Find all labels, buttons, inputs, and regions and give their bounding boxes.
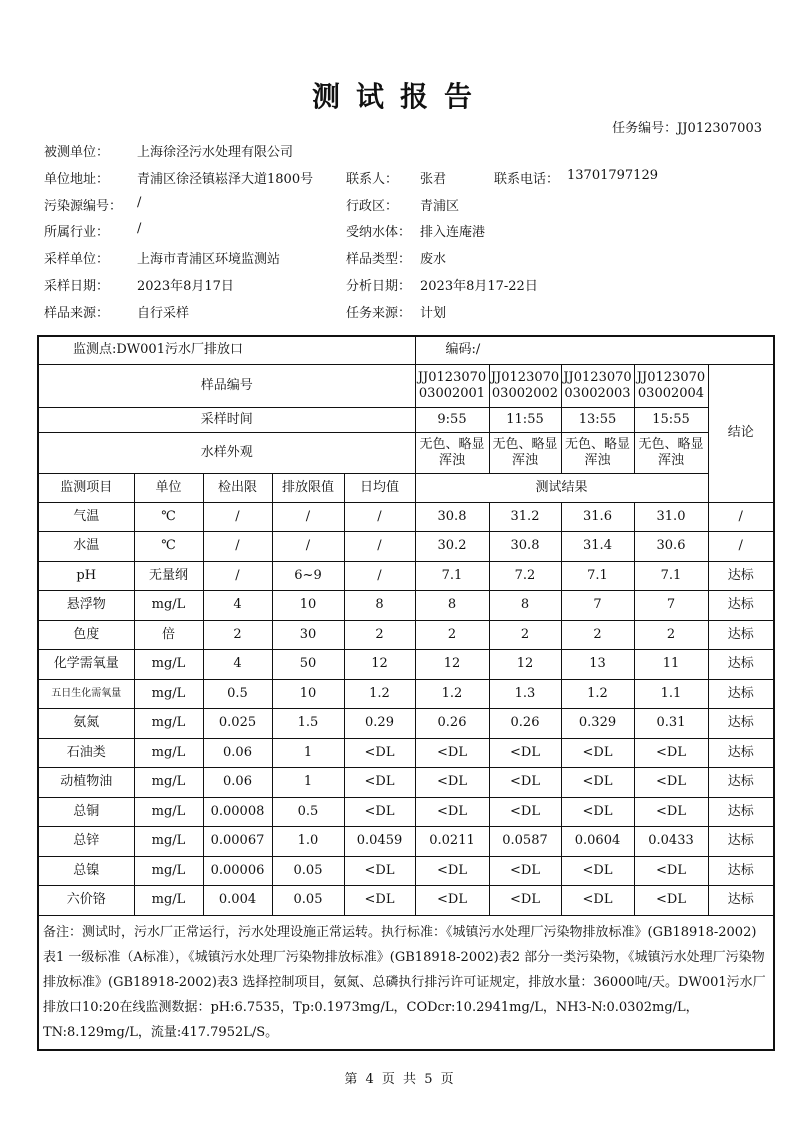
result-value: <DL bbox=[415, 886, 489, 916]
col-header-daily-avg: 日均值 bbox=[344, 473, 415, 502]
table-row bbox=[38, 768, 774, 798]
detection-limit: 0.00067 bbox=[203, 827, 272, 857]
contact-label: 联系人： bbox=[346, 172, 399, 187]
address-value: 青浦区徐泾镇崧泽大道1800号 bbox=[137, 172, 314, 187]
col-header-item: 监测项目 bbox=[38, 473, 134, 502]
table-row bbox=[38, 886, 774, 916]
table-row bbox=[38, 738, 774, 768]
item-name: 总镍 bbox=[38, 856, 134, 886]
conclusion: 达标 bbox=[708, 797, 774, 827]
result-value: 12 bbox=[489, 650, 561, 680]
result-value: <DL bbox=[561, 738, 634, 768]
item-name: 石油类 bbox=[38, 738, 134, 768]
result-value: 0.329 bbox=[561, 709, 634, 739]
emission-limit: 30 bbox=[272, 620, 344, 650]
daily-average: <DL bbox=[344, 768, 415, 798]
appearance: 无色、略显 浑浊 bbox=[415, 432, 489, 473]
daily-average: 0.0459 bbox=[344, 827, 415, 857]
emission-limit: 0.5 bbox=[272, 797, 344, 827]
daily-average: <DL bbox=[344, 856, 415, 886]
conclusion: 达标 bbox=[708, 620, 774, 650]
task-number-label: 任务编号： bbox=[612, 121, 678, 136]
daily-average: / bbox=[344, 532, 415, 562]
detection-limit: 0.00008 bbox=[203, 797, 272, 827]
sampling-unit-value: 上海市青浦区环境监测站 bbox=[137, 252, 281, 267]
table-row bbox=[38, 709, 774, 739]
result-value: 31.2 bbox=[489, 502, 561, 532]
detection-limit: 4 bbox=[203, 650, 272, 680]
detection-limit: 0.00006 bbox=[203, 856, 272, 886]
result-value: 12 bbox=[415, 650, 489, 680]
unit: mg/L bbox=[134, 709, 203, 739]
address-label: 单位地址： bbox=[44, 172, 110, 187]
unit: mg/L bbox=[134, 768, 203, 798]
emission-limit: 6~9 bbox=[272, 561, 344, 591]
table-row bbox=[38, 650, 774, 680]
appearance: 无色、略显 浑浊 bbox=[634, 432, 708, 473]
result-value: 7 bbox=[634, 591, 708, 621]
phone-value: 13701797129 bbox=[567, 168, 658, 183]
conclusion: 达标 bbox=[708, 679, 774, 709]
report-title: 测试报告 bbox=[311, 80, 488, 113]
unit: mg/L bbox=[134, 827, 203, 857]
sample-no: JJ0123070 03002004 bbox=[634, 364, 708, 407]
result-value: 0.0211 bbox=[415, 827, 489, 857]
result-value: <DL bbox=[489, 738, 561, 768]
conclusion-header: 结论 bbox=[708, 364, 774, 502]
sampling-date-value: 2023年8月17日 bbox=[137, 279, 234, 294]
result-value: 7.1 bbox=[561, 561, 634, 591]
col-header-unit: 单位 bbox=[134, 473, 203, 502]
result-value: <DL bbox=[489, 797, 561, 827]
tested-unit-value: 上海徐泾污水处理有限公司 bbox=[137, 145, 294, 160]
result-value: 11 bbox=[634, 650, 708, 680]
industry-label: 所属行业： bbox=[44, 225, 110, 240]
result-value: <DL bbox=[415, 797, 489, 827]
result-value: <DL bbox=[415, 856, 489, 886]
unit: mg/L bbox=[134, 650, 203, 680]
result-value: 0.0604 bbox=[561, 827, 634, 857]
item-name: 悬浮物 bbox=[38, 591, 134, 621]
result-value: 7.1 bbox=[415, 561, 489, 591]
conclusion: 达标 bbox=[708, 591, 774, 621]
unit: ℃ bbox=[134, 532, 203, 562]
tested-unit-label: 被测单位： bbox=[44, 145, 110, 160]
result-value: 2 bbox=[561, 620, 634, 650]
header-row-appearance bbox=[38, 432, 774, 473]
result-value: <DL bbox=[561, 856, 634, 886]
analysis-date-value: 2023年8月17-22日 bbox=[420, 279, 538, 294]
detection-limit: 0.06 bbox=[203, 768, 272, 798]
district-label: 行政区： bbox=[346, 199, 399, 214]
col-header-results: 测试结果 bbox=[415, 473, 708, 502]
sample-no: JJ0123070 03002003 bbox=[561, 364, 634, 407]
emission-limit: 1.5 bbox=[272, 709, 344, 739]
result-value: 13 bbox=[561, 650, 634, 680]
daily-average: 8 bbox=[344, 591, 415, 621]
detection-limit: 2 bbox=[203, 620, 272, 650]
result-value: 0.0433 bbox=[634, 827, 708, 857]
result-value: 0.31 bbox=[634, 709, 708, 739]
sampling-time: 15:55 bbox=[634, 407, 708, 432]
conclusion: 达标 bbox=[708, 856, 774, 886]
appearance-label: 水样外观 bbox=[38, 432, 415, 473]
unit: mg/L bbox=[134, 591, 203, 621]
result-value: <DL bbox=[561, 886, 634, 916]
result-value: <DL bbox=[634, 886, 708, 916]
result-value: 31.0 bbox=[634, 502, 708, 532]
conclusion: 达标 bbox=[708, 738, 774, 768]
sample-no-label: 样品编号 bbox=[38, 364, 415, 407]
detection-limit: / bbox=[203, 532, 272, 562]
result-value: 8 bbox=[415, 591, 489, 621]
unit: mg/L bbox=[134, 679, 203, 709]
result-value: <DL bbox=[415, 768, 489, 798]
unit: mg/L bbox=[134, 856, 203, 886]
task-source-label: 任务来源： bbox=[346, 306, 412, 321]
item-name: 氨氮 bbox=[38, 709, 134, 739]
unit: ℃ bbox=[134, 502, 203, 532]
table-row bbox=[38, 502, 774, 532]
result-value: 1.2 bbox=[415, 679, 489, 709]
receiving-water-value: 排入连庵港 bbox=[420, 225, 486, 240]
detection-limit: 0.004 bbox=[203, 886, 272, 916]
result-value: <DL bbox=[634, 797, 708, 827]
emission-limit: 50 bbox=[272, 650, 344, 680]
unit: mg/L bbox=[134, 797, 203, 827]
detection-limit: / bbox=[203, 502, 272, 532]
detection-limit: 4 bbox=[203, 591, 272, 621]
detection-limit: 0.025 bbox=[203, 709, 272, 739]
unit: 无量纲 bbox=[134, 561, 203, 591]
result-value: <DL bbox=[415, 738, 489, 768]
industry-value: / bbox=[137, 221, 142, 236]
sampling-time-label: 采样时间 bbox=[38, 407, 415, 432]
sample-type-value: 废水 bbox=[420, 252, 447, 267]
result-value: 2 bbox=[489, 620, 561, 650]
table-row bbox=[38, 561, 774, 591]
sampling-time: 13:55 bbox=[561, 407, 634, 432]
item-name: 水温 bbox=[38, 532, 134, 562]
result-value: 0.26 bbox=[415, 709, 489, 739]
source-no-value: / bbox=[137, 195, 142, 210]
daily-average: 0.29 bbox=[344, 709, 415, 739]
unit: 倍 bbox=[134, 620, 203, 650]
emission-limit: 1 bbox=[272, 768, 344, 798]
table-row bbox=[38, 827, 774, 857]
sampling-unit-label: 采样单位： bbox=[44, 252, 110, 267]
result-value: 1.1 bbox=[634, 679, 708, 709]
conclusion: 达标 bbox=[708, 561, 774, 591]
table-row bbox=[38, 591, 774, 621]
daily-average: <DL bbox=[344, 738, 415, 768]
analysis-date-label: 分析日期： bbox=[346, 279, 412, 294]
item-name: 化学需氧量 bbox=[38, 650, 134, 680]
sample-no: JJ0123070 03002001 bbox=[415, 364, 489, 407]
contact-value: 张君 bbox=[420, 172, 447, 187]
result-value: 1.3 bbox=[489, 679, 561, 709]
result-value: 31.6 bbox=[561, 502, 634, 532]
emission-limit: 10 bbox=[272, 679, 344, 709]
unit: mg/L bbox=[134, 886, 203, 916]
emission-limit: 1.0 bbox=[272, 827, 344, 857]
sampling-time: 11:55 bbox=[489, 407, 561, 432]
item-name: 五日生化需氧量 bbox=[38, 679, 134, 709]
unit: mg/L bbox=[134, 738, 203, 768]
result-value: 7.2 bbox=[489, 561, 561, 591]
header-row-point bbox=[38, 336, 774, 364]
item-name: 总锌 bbox=[38, 827, 134, 857]
remarks: 备注：测试时，污水厂正常运行，污水处理设施正常运转。执行标准：《城镇污水处理厂污染物排放标准》(GB18918-2002)表1 一级标准（A标准），《城镇污水处理厂污染物排放标准》(GB18918-2002)表2 部分一类污染物，《城镇污水处理厂污染物排放标准》(GB18918-2002)表3 选择控制项目，氨氮、总磷执行排污许可证规定，排放水量：36000吨/天。DW001污水厂排放口10:20在线监测数据：pH:6.7535，Tp:0.1973mg/L，CODcr:10.2941mg/L，NH3-N:0.0302mg/L，TN:8.129mg/L，流量:417.7952L/S。 bbox=[38, 915, 774, 1050]
conclusion: 达标 bbox=[708, 886, 774, 916]
result-value: 1.2 bbox=[561, 679, 634, 709]
source-no-label: 污染源编号： bbox=[44, 199, 123, 214]
conclusion: 达标 bbox=[708, 768, 774, 798]
daily-average: / bbox=[344, 502, 415, 532]
result-value: 30.2 bbox=[415, 532, 489, 562]
phone-label: 联系电话： bbox=[494, 172, 560, 187]
daily-average: 2 bbox=[344, 620, 415, 650]
column-header-row bbox=[38, 473, 774, 502]
code: 编码:/ bbox=[415, 336, 774, 364]
conclusion: 达标 bbox=[708, 650, 774, 680]
table-row bbox=[38, 620, 774, 650]
sample-source-label: 样品来源： bbox=[44, 306, 110, 321]
result-value: 0.26 bbox=[489, 709, 561, 739]
result-value: 2 bbox=[634, 620, 708, 650]
emission-limit: / bbox=[272, 532, 344, 562]
note-row bbox=[38, 915, 774, 1050]
detection-limit: 0.5 bbox=[203, 679, 272, 709]
item-name: 气温 bbox=[38, 502, 134, 532]
table-row bbox=[38, 856, 774, 886]
detection-limit: 0.06 bbox=[203, 738, 272, 768]
col-header-emission-limit: 排放限值 bbox=[272, 473, 344, 502]
item-name: 总铜 bbox=[38, 797, 134, 827]
table-row bbox=[38, 679, 774, 709]
page-footer: 第 4 页 共 5 页 bbox=[344, 1072, 456, 1087]
item-name: pH bbox=[38, 561, 134, 591]
result-value: <DL bbox=[489, 768, 561, 798]
result-value: 31.4 bbox=[561, 532, 634, 562]
daily-average: / bbox=[344, 561, 415, 591]
header-row-sampling-time bbox=[38, 407, 774, 432]
result-value: <DL bbox=[634, 738, 708, 768]
emission-limit: 10 bbox=[272, 591, 344, 621]
result-value: 30.8 bbox=[415, 502, 489, 532]
appearance: 无色、略显 浑浊 bbox=[561, 432, 634, 473]
result-value: <DL bbox=[634, 856, 708, 886]
result-value: 7.1 bbox=[634, 561, 708, 591]
result-value: 30.8 bbox=[489, 532, 561, 562]
emission-limit: 0.05 bbox=[272, 856, 344, 886]
results-table bbox=[37, 335, 775, 1051]
district-value: 青浦区 bbox=[420, 199, 460, 214]
header-row-sample-no bbox=[38, 364, 774, 407]
table-row bbox=[38, 797, 774, 827]
result-value: 0.0587 bbox=[489, 827, 561, 857]
sample-source-value: 自行采样 bbox=[137, 306, 190, 321]
item-name: 色度 bbox=[38, 620, 134, 650]
sample-type-label: 样品类型： bbox=[346, 252, 412, 267]
daily-average: 12 bbox=[344, 650, 415, 680]
sample-no: JJ0123070 03002002 bbox=[489, 364, 561, 407]
task-source-value: 计划 bbox=[420, 306, 447, 321]
col-header-detection-limit: 检出限 bbox=[203, 473, 272, 502]
appearance: 无色、略显 浑浊 bbox=[489, 432, 561, 473]
result-value: <DL bbox=[561, 797, 634, 827]
task-number-value: JJ012307003 bbox=[677, 121, 762, 136]
task-number bbox=[612, 117, 762, 136]
sampling-date-label: 采样日期： bbox=[44, 279, 110, 294]
monitor-point: 监测点:DW001污水厂排放口 bbox=[38, 336, 415, 364]
result-value: 7 bbox=[561, 591, 634, 621]
conclusion: 达标 bbox=[708, 709, 774, 739]
table-row bbox=[38, 532, 774, 562]
emission-limit: 0.05 bbox=[272, 886, 344, 916]
sampling-time: 9:55 bbox=[415, 407, 489, 432]
result-value: 2 bbox=[415, 620, 489, 650]
result-value: <DL bbox=[489, 856, 561, 886]
receiving-water-label: 受纳水体： bbox=[346, 225, 412, 240]
result-value: 30.6 bbox=[634, 532, 708, 562]
result-value: <DL bbox=[489, 886, 561, 916]
conclusion: / bbox=[708, 532, 774, 562]
conclusion: 达标 bbox=[708, 827, 774, 857]
conclusion: / bbox=[708, 502, 774, 532]
item-name: 六价铬 bbox=[38, 886, 134, 916]
result-value: <DL bbox=[634, 768, 708, 798]
detection-limit: / bbox=[203, 561, 272, 591]
result-value: 8 bbox=[489, 591, 561, 621]
daily-average: <DL bbox=[344, 797, 415, 827]
emission-limit: 1 bbox=[272, 738, 344, 768]
emission-limit: / bbox=[272, 502, 344, 532]
item-name: 动植物油 bbox=[38, 768, 134, 798]
result-value: <DL bbox=[561, 768, 634, 798]
daily-average: <DL bbox=[344, 886, 415, 916]
daily-average: 1.2 bbox=[344, 679, 415, 709]
